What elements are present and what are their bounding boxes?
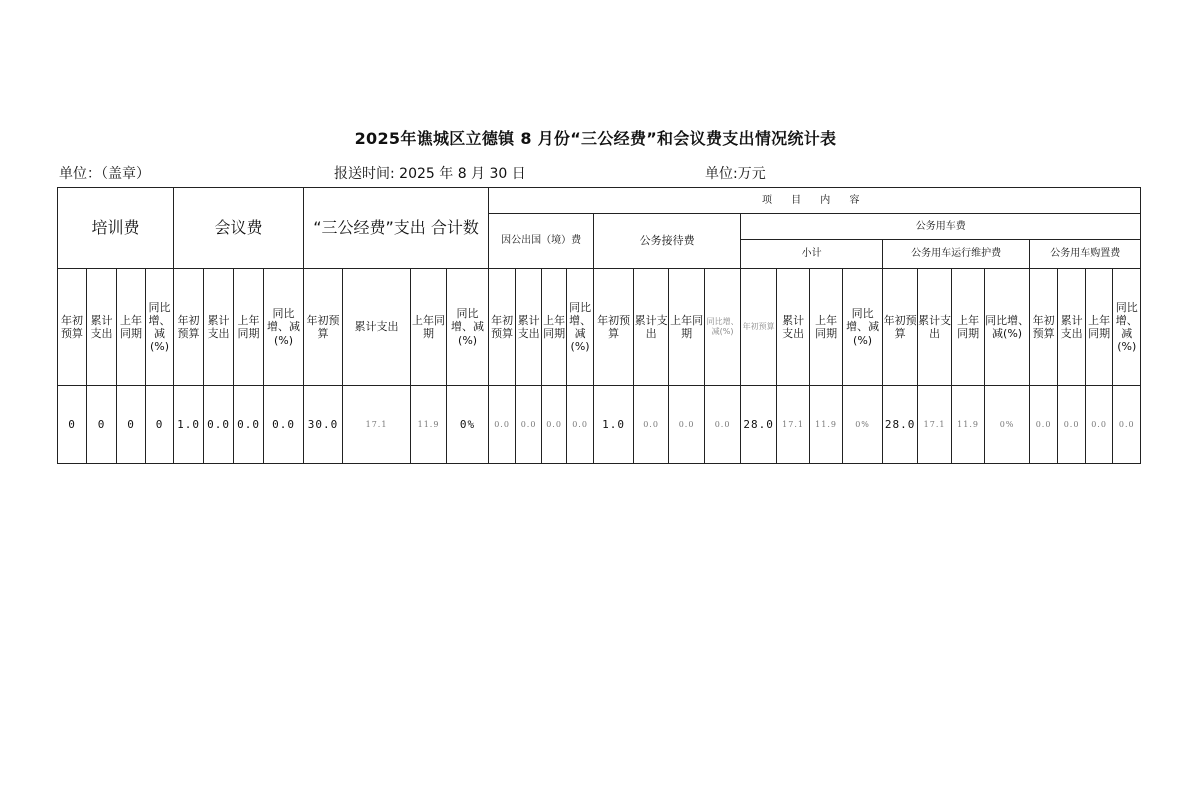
unit-seal-label: 单位：（盖章） <box>59 166 150 182</box>
column-header: 同比增、减(%) <box>447 269 489 386</box>
data-cell: 0.0 <box>1113 386 1141 464</box>
column-header: 累计支出 <box>1058 269 1086 386</box>
header-training: 培训费 <box>58 188 174 269</box>
header-vehicle-maintenance: 公务用车运行维护费 <box>883 240 1030 269</box>
column-header: 累计支出 <box>516 269 542 386</box>
data-cell: 0.0 <box>567 386 594 464</box>
data-cell: 0.0 <box>204 386 234 464</box>
data-cell: 30.0 <box>304 386 343 464</box>
data-cell: 0.0 <box>1086 386 1113 464</box>
data-cell: 28.0 <box>741 386 777 464</box>
column-header: 年初预算 <box>58 269 87 386</box>
data-cell: 0.0 <box>1030 386 1058 464</box>
column-header: 上年同期 <box>810 269 843 386</box>
column-header: 年初预算 <box>1030 269 1058 386</box>
column-header: 同比增、减(%) <box>146 269 174 386</box>
data-cell: 28.0 <box>883 386 918 464</box>
data-cell: 0.0 <box>634 386 669 464</box>
column-header: 上年同期 <box>234 269 264 386</box>
column-header: 累计支出 <box>777 269 810 386</box>
expense-table <box>57 187 1141 464</box>
data-cell: 0 <box>87 386 117 464</box>
header-project-content: 项 目 内 容 <box>489 188 1141 214</box>
column-header: 年初预算 <box>174 269 204 386</box>
column-header: 上年同期 <box>411 269 447 386</box>
column-header: 年初预算 <box>741 269 777 386</box>
data-cell: 0.0 <box>669 386 705 464</box>
data-cell: 0 <box>146 386 174 464</box>
header-vehicle-purchase: 公务用车购置费 <box>1030 240 1141 269</box>
report-time: 报送时间: 2025 年 8 月 30 日 <box>334 166 526 182</box>
data-cell: 17.1 <box>343 386 411 464</box>
column-header: 同比增、减(%) <box>264 269 304 386</box>
header-reception: 公务接待费 <box>594 214 741 269</box>
column-header: 年初预算 <box>594 269 634 386</box>
data-cell: 11.9 <box>952 386 985 464</box>
page-title: 2025年谯城区立德镇 8 月份“三公经费”和会议费支出情况统计表 <box>354 129 837 148</box>
data-cell: 0.0 <box>1058 386 1086 464</box>
data-cell: 1.0 <box>594 386 634 464</box>
column-header: 累计支出 <box>918 269 952 386</box>
header-subtotal: 小计 <box>741 240 883 269</box>
column-header: 累计支出 <box>343 269 411 386</box>
column-header: 年初预算 <box>304 269 343 386</box>
column-header: 累计支出 <box>87 269 117 386</box>
data-cell: 0.0 <box>234 386 264 464</box>
data-cell: 0% <box>985 386 1030 464</box>
data-cell: 0.0 <box>489 386 516 464</box>
column-header: 上年同期 <box>542 269 567 386</box>
column-header: 累计支出 <box>204 269 234 386</box>
data-cell: 0% <box>447 386 489 464</box>
data-cell: 11.9 <box>411 386 447 464</box>
data-cell: 0.0 <box>516 386 542 464</box>
column-header: 上年同期 <box>952 269 985 386</box>
column-header: 同比增、减(%) <box>843 269 883 386</box>
header-vehicle: 公务用车费 <box>741 214 1141 240</box>
data-cell: 0 <box>58 386 87 464</box>
column-header: 累计支出 <box>634 269 669 386</box>
data-cell: 17.1 <box>918 386 952 464</box>
column-header: 同比增、减(%) <box>567 269 594 386</box>
data-cell: 0.0 <box>264 386 304 464</box>
data-cell: 0% <box>843 386 883 464</box>
column-header: 上年同期 <box>117 269 146 386</box>
header-abroad: 因公出国（境）费 <box>489 214 594 269</box>
header-sangong-total: “三公经费”支出 合计数 <box>304 188 489 269</box>
column-header: 年初预算 <box>489 269 516 386</box>
data-cell: 0.0 <box>705 386 741 464</box>
data-cell: 17.1 <box>777 386 810 464</box>
column-header: 年初预算 <box>883 269 918 386</box>
data-cell: 1.0 <box>174 386 204 464</box>
money-unit-label: 单位:万元 <box>705 166 766 182</box>
column-header: 上年同期 <box>1086 269 1113 386</box>
column-header: 同比增、减(%) <box>705 269 741 386</box>
data-cell: 0 <box>117 386 146 464</box>
column-header: 同比增、减(%) <box>985 269 1030 386</box>
header-meeting: 会议费 <box>174 188 304 269</box>
data-cell: 0.0 <box>542 386 567 464</box>
data-cell: 11.9 <box>810 386 843 464</box>
column-header: 上年同期 <box>669 269 705 386</box>
column-header: 同比增、减(%) <box>1113 269 1141 386</box>
